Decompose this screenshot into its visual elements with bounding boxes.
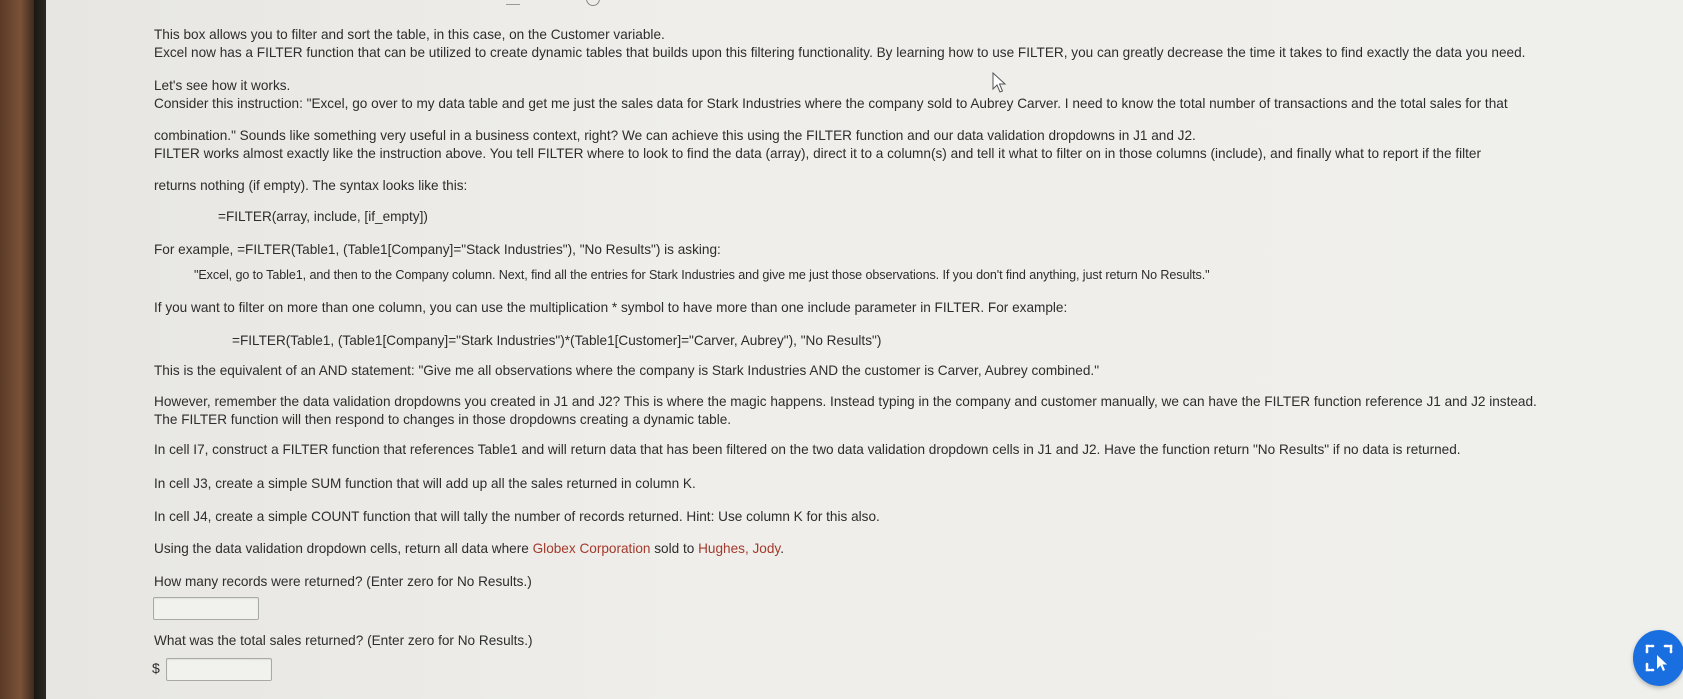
multi-column-formula: =FILTER(Table1, (Table1[Company]="Stark Industries")*(Table1[Customer]="Carver, Aubrey"), "No Results") (232, 333, 882, 348)
records-answer-input[interactable] (153, 597, 259, 620)
total-sales-answer-input[interactable] (166, 658, 272, 681)
instruction-line1: Consider this instruction: "Excel, go over to my data table and get me just the sales data for Stark Industries where the company sold to Aubrey Carver. I need to know the total number of transactions and the total sales for that (154, 96, 1508, 111)
filter-works-line1: FILTER works almost exactly like the instruction above. You tell FILTER where to look to find the data (array), direct it to a column(s) and tell it what to filter on in those columns (include), and finally what to report if the filter (154, 146, 1481, 161)
using-mid: sold to (650, 541, 699, 556)
task-i7: In cell I7, construct a FILTER function that references Table1 and will return data that has been filtered on the two data validation dropdown cells in J1 and J2. Have the function return "No Results" if no data is returned. (154, 442, 1461, 457)
dropdown-reference-line2: The FILTER function will then respond to changes in those dropdowns creating a dynamic table. (154, 412, 732, 427)
assignment-page (46, 0, 1683, 699)
filter-intro-line2: Let's see how it works. (154, 78, 291, 93)
question-records: How many records were returned? (Enter zero for No Results.) (154, 574, 532, 589)
example-text: For example, =FILTER(Table1, (Table1[Company]="Stack Industries"), "No Results") is asking: (154, 242, 721, 257)
and-statement-text: This is the equivalent of an AND statement: "Give me all observations where the company is Stark Industries AND the customer is Carver, Aubrey combined." (154, 363, 1100, 378)
screen-capture-button[interactable] (1633, 630, 1683, 686)
info-icon (586, 0, 600, 6)
screen-capture-icon (1644, 643, 1674, 673)
instruction-line2: combination." Sounds like something very useful in a business context, right? We can achieve this using the FILTER function and our data validation dropdowns in J1 and J2. (154, 128, 1196, 143)
example-quote: "Excel, go to Table1, and then to the Company column. Next, find all the entries for Stark Industries and give me just those observations. If you don't find anything, just return No Results." (194, 268, 1210, 282)
task-j4: In cell J4, create a simple COUNT function that will tally the number of records returned. Hint: Use column K for this also. (154, 509, 880, 524)
filter-works-line2: returns nothing (if empty). The syntax looks like this: (154, 178, 468, 193)
question-total-sales: What was the total sales returned? (Enter zero for No Results.) (154, 633, 533, 648)
task-j3: In cell J3, create a simple SUM function that will add up all the sales returned in column K. (154, 476, 696, 491)
intro-text: This box allows you to filter and sort the table, in this case, on the Customer variable. (154, 27, 665, 42)
filter-syntax: =FILTER(array, include, [if_empty]) (218, 209, 428, 224)
using-dropdowns-text (154, 540, 1674, 557)
company-highlight: Globex Corporation (532, 541, 651, 556)
monitor-bezel (0, 0, 34, 699)
multi-column-text: If you want to filter on more than one column, you can use the multiplication * symbol to have more than one include parameter in FILTER. For example: (154, 300, 1068, 315)
using-prefix: Using the data validation dropdown cells, return all data where (154, 541, 533, 556)
using-suffix: . (780, 541, 784, 556)
top-divider (506, 0, 520, 5)
filter-intro-line1: Excel now has a FILTER function that can be utilized to create dynamic tables that builds upon this filtering functionality. By learning how to use FILTER, you can greatly decrease the time it takes to find exactly the data you need. (154, 45, 1526, 60)
customer-highlight: Hughes, Jody (698, 541, 781, 556)
currency-symbol: $ (152, 660, 160, 676)
dropdown-reference-line1: However, remember the data validation dropdowns you created in J1 and J2? This is where the magic happens. Instead typing in the company and customer manually, we can have the FILTER function reference J1 and J2 instead. (154, 394, 1537, 409)
mouse-pointer-icon (992, 72, 1008, 94)
screen-edge (34, 0, 46, 699)
